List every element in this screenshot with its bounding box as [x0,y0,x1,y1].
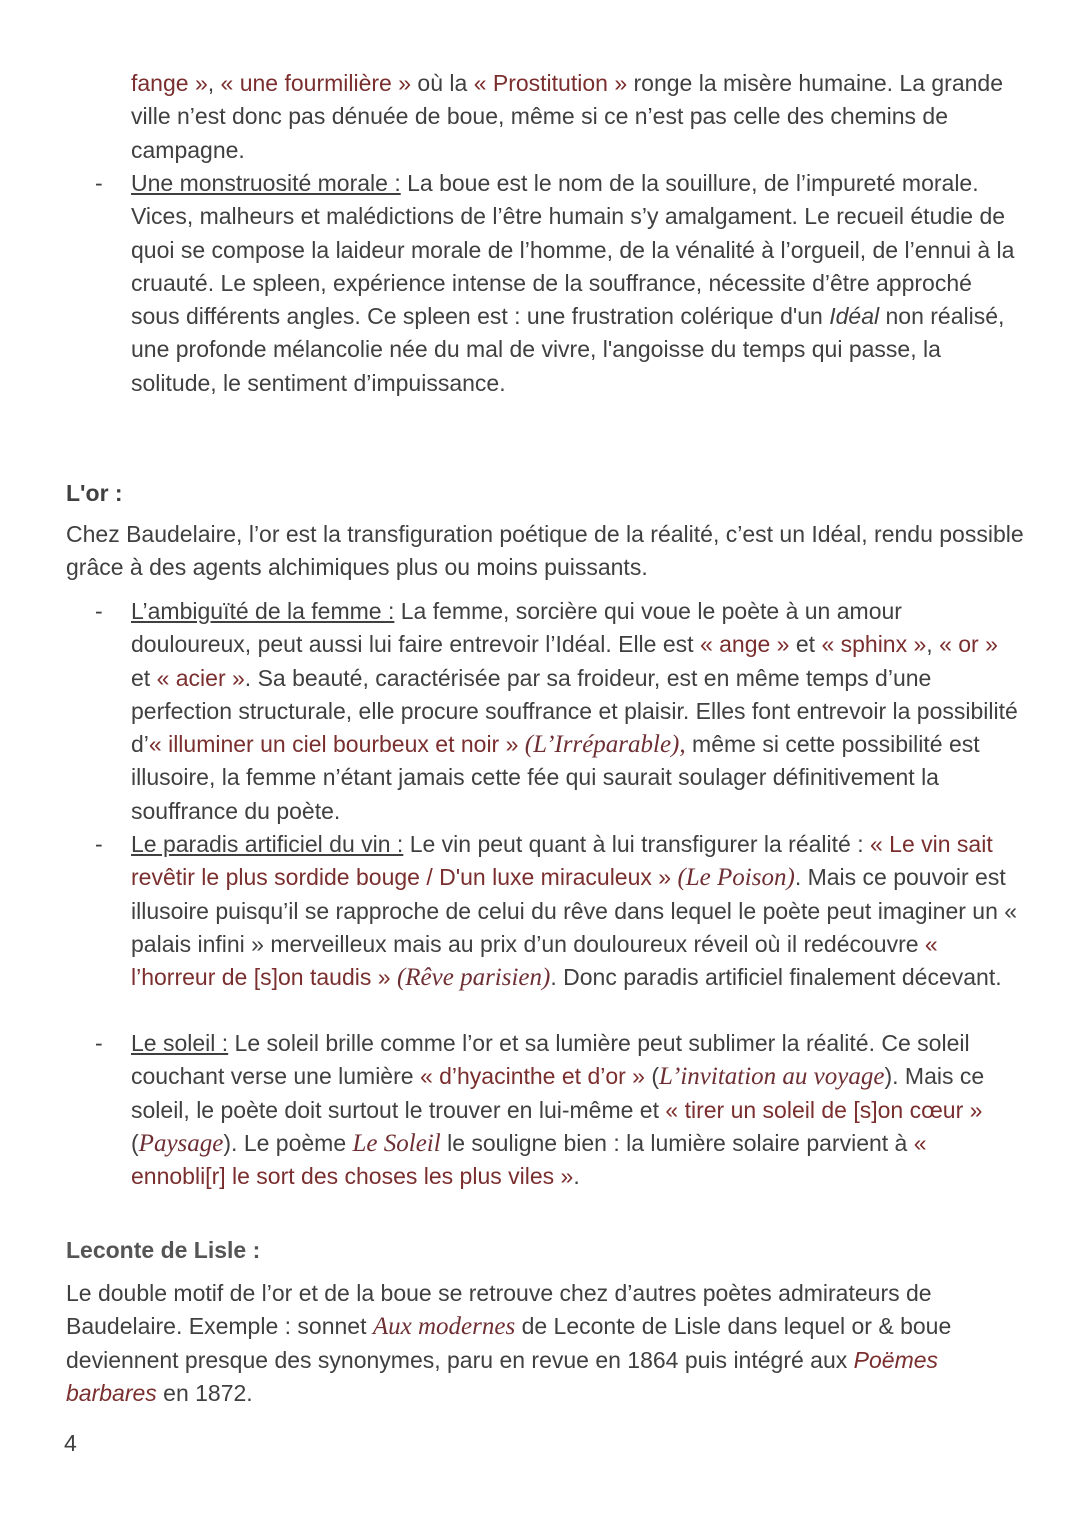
bullet-dash: - [95,831,103,857]
bullet-dash: - [95,170,103,196]
page-number: 4 [64,1430,77,1456]
femme-item: L’ambiguïté de la femme : La femme, sorcière qui voue le poète à un amour douloureux, peut aussi lui faire entrevoir l’Idéal. Elle est « ange » et « sphinx », « or » et « acier ». Sa beauté, caractérisée par sa froideur, est en même temps d’une perfection structurale, elle procure souffrance et plaisir. Elles font entrevoir la possibilité d’« illuminer un ciel bourbeux et noir » (L’Irréparable), même si cette possibilité est illusoire, la femme n’étant jamais cette fée qui saurait soulager définitivement la souffrance du poète. [131,598,1018,824]
intro-continuation: fange », « une fourmilière » où la « Prostitution » ronge la misère humaine. La grande ville n’est donc pas dénuée de boue, même si ce n’est pas celle des chemins de campagne. [131,70,1004,163]
lisle-paragraph: Le double motif de l’or et de la boue se retrouve chez d’autres poètes admirateurs de Baudelaire. Exemple : sonnet Aux modernes de Leconte de Lisle dans lequel or & boue deviennent presque des synonymes, paru en revue en 1864 puis intégré aux Poëmes barbares en 1872. [66,1280,952,1406]
soleil-item: Le soleil : Le soleil brille comme l’or et sa lumière peut sublimer la réalité. Ce soleil couchant verse une lumière « d’hyacinthe et d’or » (L’invitation au voyage). Mais ce soleil, le poète doit surtout le trouver en lui-même et « tirer un soleil de [s]on cœur » (Paysage). Le poème Le Soleil le souligne bien : la lumière solaire parvient à « ennobli[r] le sort des choses les plus viles ». [131,1030,985,1190]
bullet-dash: - [95,598,103,624]
or-intro: Chez Baudelaire, l’or est la transfiguration poétique de la réalité, c’est un Idéal, rendu possible grâce à des agents alchimiques plus ou moins puissants. [66,521,1024,581]
bullet-dash: - [95,1030,103,1056]
or-heading: L'or : [66,480,123,506]
monstruosite-item: Une monstruosité morale : La boue est le nom de la souillure, de l’impureté morale. Vices, malheurs et malédictions de l’être humain s’y amalgament. Le recueil étudie de quoi se compose la laideur morale de l’homme, de la vénalité à l’orgueil, de l’ennui à la cruauté. Le spleen, expérience intense de la souffrance, nécessite d’être approché sous différents angles. Ce spleen est : une frustration colérique d'un Idéal non réalisé, une profonde mélancolie née du mal de vivre, l'angoisse du temps qui passe, la solitude, le sentiment d’impuissance. [131,170,1015,396]
vin-item: Le paradis artificiel du vin : Le vin peut quant à lui transfigurer la réalité : « Le vin sait revêtir le plus sordide bouge / D'un luxe miraculeux » (Le Poison). Mais ce pouvoir est illusoire puisqu’il se rapproche de celui du rêve dans lequel le poète peut imaginer un « palais infini » merveilleux mais au prix d’un douloureux réveil où il redécouvre « l’horreur de [s]on taudis » (Rêve parisien). Donc paradis artificiel finalement décevant. [131,831,1018,992]
lisle-heading: Leconte de Lisle : [66,1237,261,1263]
